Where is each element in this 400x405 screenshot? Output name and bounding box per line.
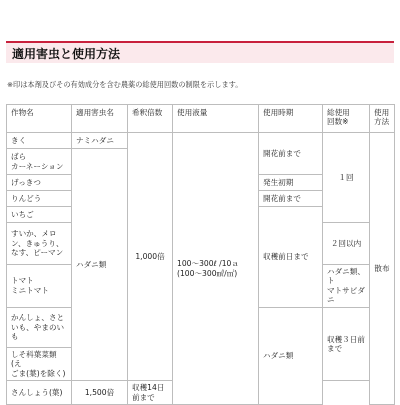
crop-ichigo: いちご xyxy=(7,207,72,223)
crop-kiku: きく xyxy=(7,133,72,149)
header-method: 使用 方法 xyxy=(370,105,395,133)
crop-rindo: りんどう xyxy=(7,191,72,207)
timing-before-flower-2: 開花前まで xyxy=(259,191,323,207)
timing-before-flower: 開花前まで xyxy=(259,133,323,175)
timing-harvest-1day: 収穫前日まで xyxy=(259,207,323,308)
crop-suika: すいか、メロ ン、きゅうり、 なす、ピーマン xyxy=(7,223,72,265)
table-header-row xyxy=(7,105,395,133)
application-table xyxy=(6,104,395,405)
header-volume: 使用液量 xyxy=(173,105,259,133)
usage-note: ※印は本剤及びその有効成分を含む農薬の総使用回数の制限を示します。 xyxy=(7,80,243,89)
crop-kanjo: かんしょ、さと いも、やまのい も xyxy=(7,307,72,347)
volume-cell: 100〜300ℓ /10ａ (100〜300㎖/㎡) xyxy=(173,133,259,405)
pest-hadani: ハダニ類 xyxy=(72,149,128,381)
header-pest: 適用害虫名 xyxy=(72,105,128,133)
timing-early: 発生初期 xyxy=(259,175,323,191)
timing-harvest-14day: 収穫14日前まで xyxy=(128,381,173,405)
header-count: 総使用 回数※ xyxy=(323,105,370,133)
table-row xyxy=(7,133,395,149)
section-title: 適用害虫と使用方法 xyxy=(12,47,121,61)
pest-tomato: ハダニ類、ト マトサビダニ xyxy=(323,265,370,308)
header-crop: 作物名 xyxy=(7,105,72,133)
section-header xyxy=(6,41,394,63)
crop-bara: ばら カーネーション xyxy=(7,149,72,175)
method-cell: 散布 xyxy=(370,133,395,405)
header-timing: 使用時期 xyxy=(259,105,323,133)
count-twice: ２回以内 xyxy=(323,223,370,265)
timing-harvest-3day: 収穫３日前まで xyxy=(323,307,370,380)
crop-shiso: しそ科葉菜類(え ごま(葉)を除く) xyxy=(7,347,72,380)
dilution-1000: 1,000倍 xyxy=(128,133,173,381)
count-once: １回 xyxy=(323,133,370,223)
crop-sansho: さんしょう(葉) xyxy=(7,381,72,405)
crop-gekkitsu: げっきつ xyxy=(7,175,72,191)
dilution-1500: 1,500倍 xyxy=(72,381,128,405)
pest-hadani-2: ハダニ類 xyxy=(259,307,323,404)
header-dilution: 希釈倍数 xyxy=(128,105,173,133)
crop-tomato: トマト ミニトマト xyxy=(7,265,72,308)
pest-namihadani: ナミハダニ xyxy=(72,133,128,149)
